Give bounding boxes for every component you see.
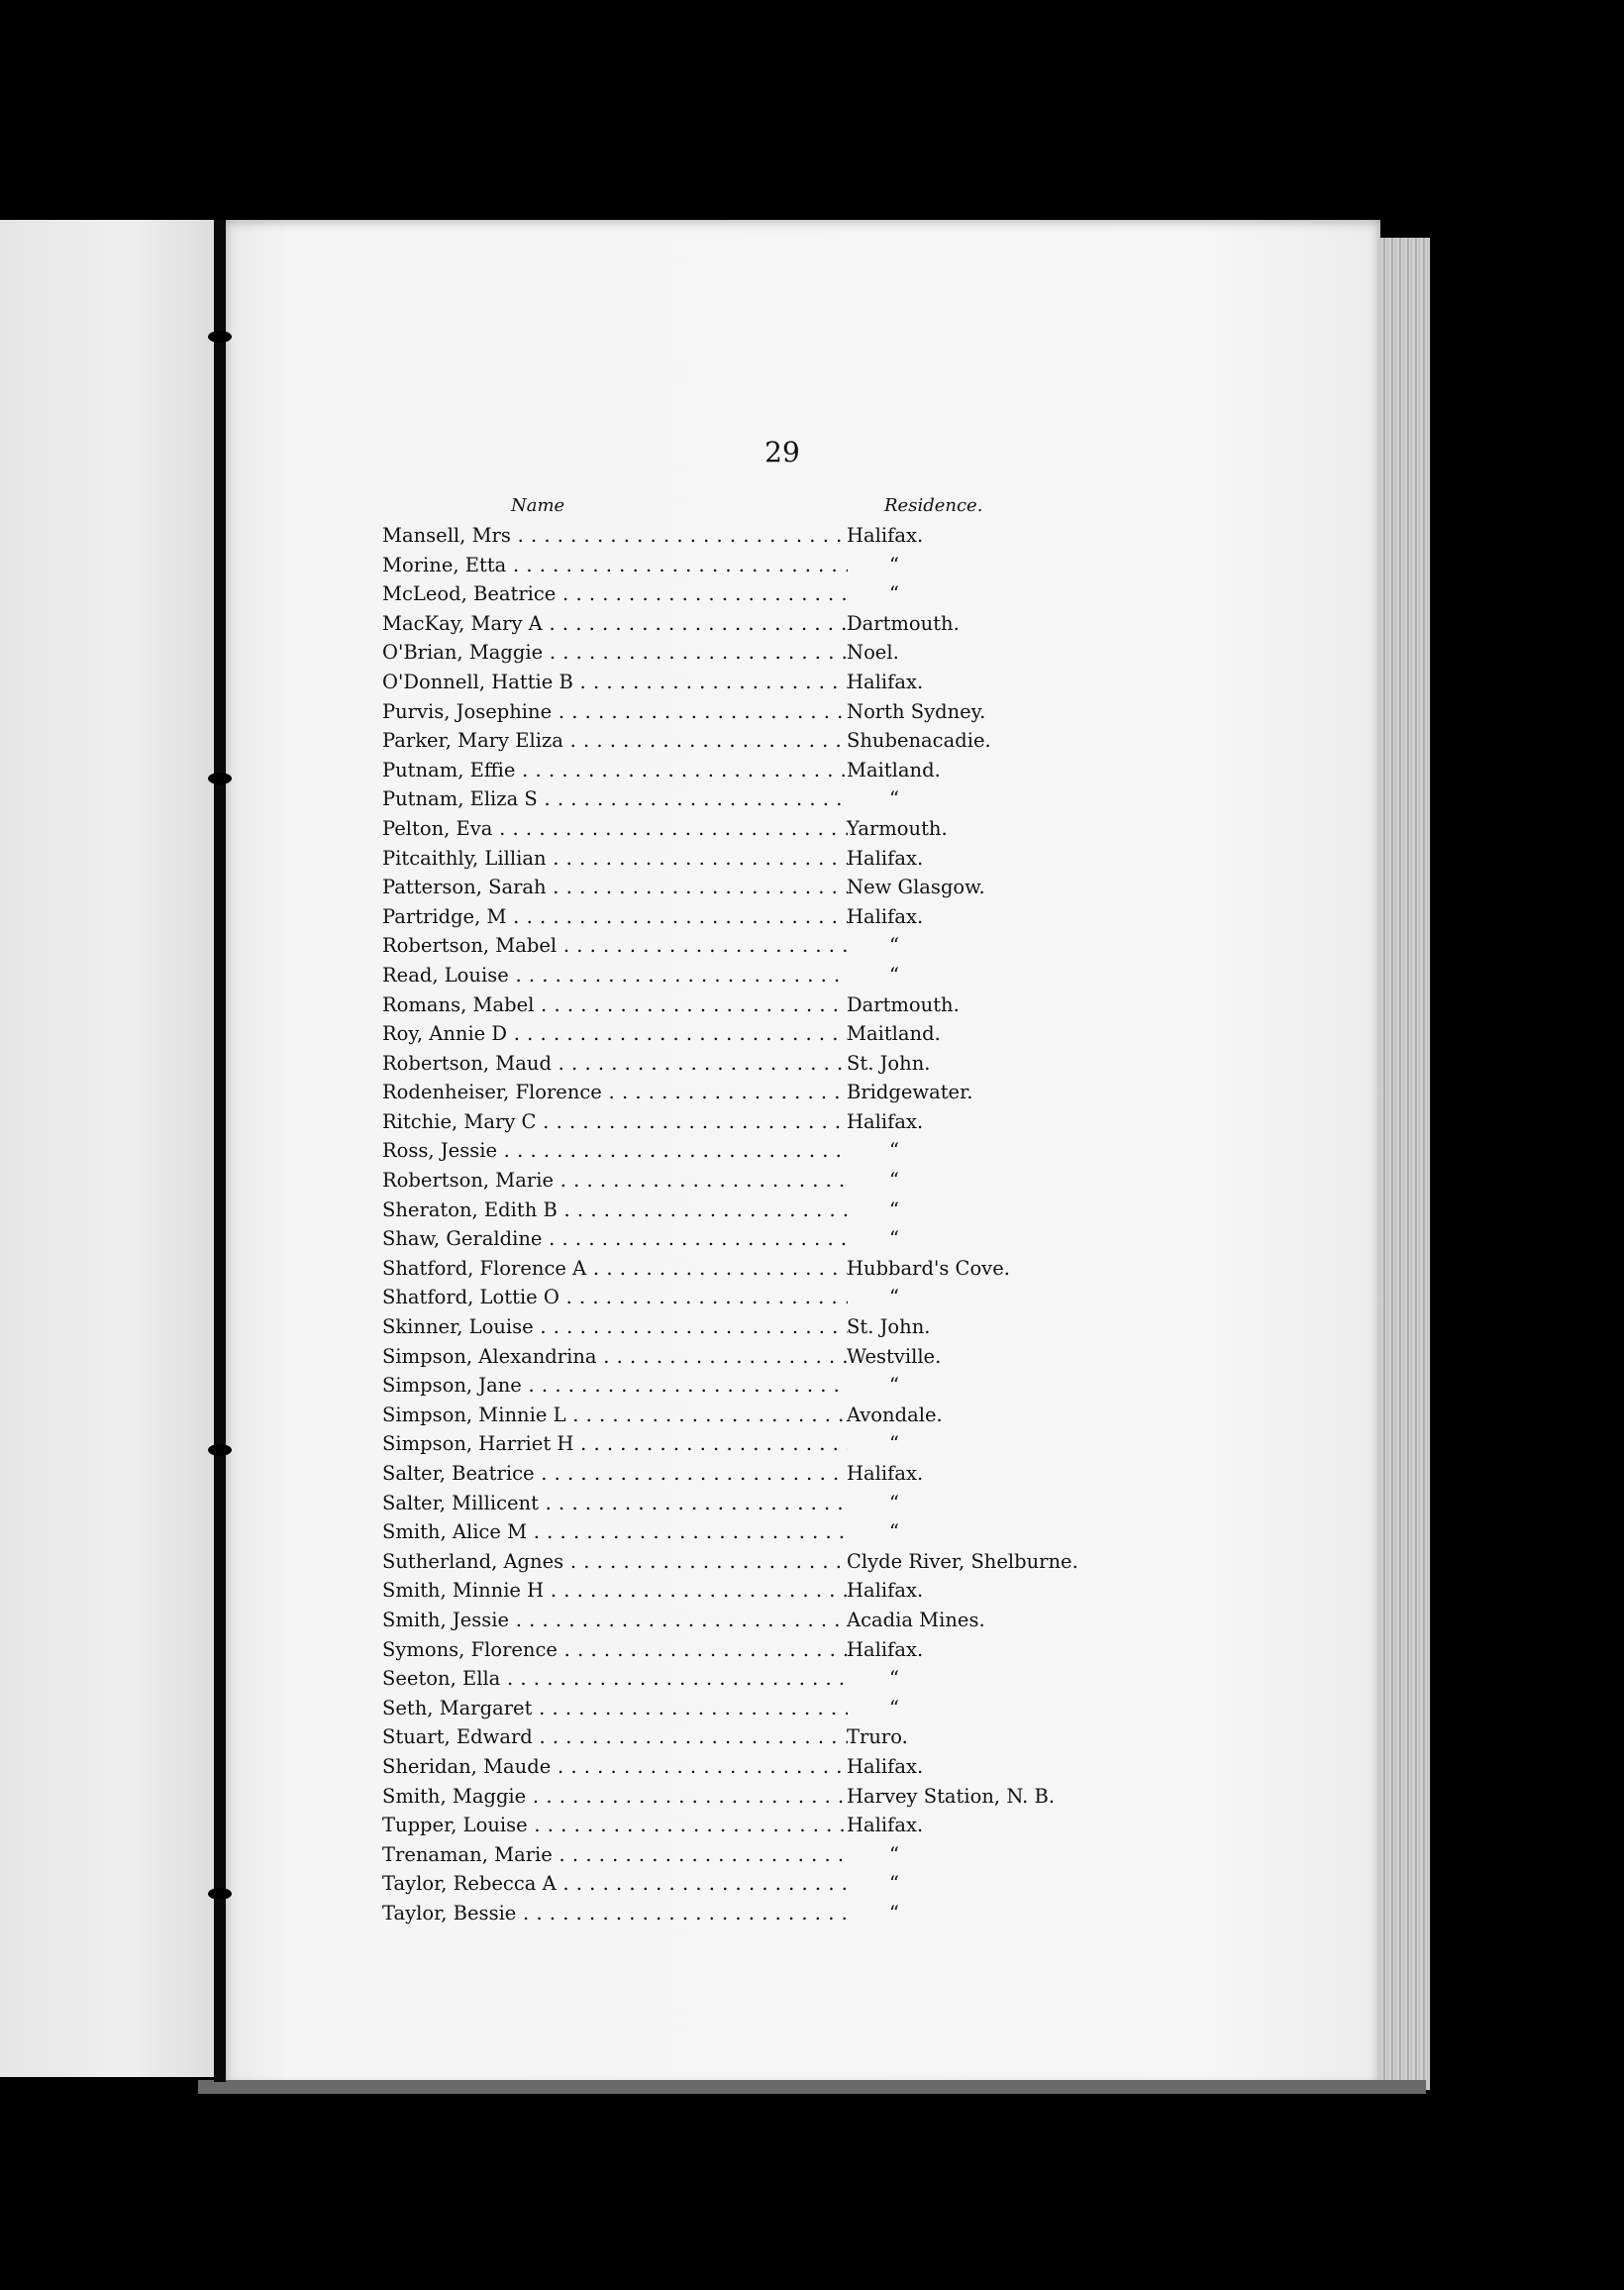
entry-name: Trenaman, Marie . . . xyxy=(382,1840,848,1870)
entry-name: Robertson, Marie . . . xyxy=(382,1166,848,1196)
list-item xyxy=(382,1694,1135,1723)
list-item xyxy=(382,961,1135,990)
entry-name: Seth, Margaret . . . xyxy=(382,1694,848,1723)
entry-name: Tupper, Louise . . . xyxy=(382,1811,848,1840)
list-item xyxy=(382,1107,1135,1137)
list-item xyxy=(382,1196,1135,1225)
entry-name: Smith, Alice M . . . xyxy=(382,1517,848,1547)
entry-residence: Halifax. xyxy=(847,1109,924,1133)
list-item xyxy=(382,1811,1135,1840)
entry-residence: Halifax. xyxy=(847,1814,924,1837)
entry-residence: Halifax. xyxy=(847,524,924,547)
list-item xyxy=(382,1312,1135,1342)
column-header-residence: Residence. xyxy=(884,495,983,516)
entry-name: Shatford, Lottie O . . . xyxy=(382,1283,848,1312)
entry-residence: Halifax. xyxy=(847,1637,924,1661)
entry-name: Ross, Jessie . . . xyxy=(382,1136,848,1166)
entry-residence: “ xyxy=(889,1432,899,1456)
list-item xyxy=(382,638,1135,668)
entry-name: Simpson, Jane . . . xyxy=(382,1371,848,1401)
list-item xyxy=(382,1136,1135,1166)
entry-residence: Maitland. xyxy=(847,1022,941,1046)
entry-residence: Maitland. xyxy=(847,758,941,781)
list-item xyxy=(382,1401,1135,1430)
entry-residence: Halifax. xyxy=(847,904,924,928)
entry-name: Taylor, Bessie . . . xyxy=(382,1899,848,1928)
list-item xyxy=(382,1283,1135,1312)
binding-spine xyxy=(214,220,226,2082)
entry-residence: Noel. xyxy=(847,641,899,665)
list-item xyxy=(382,1342,1135,1372)
entry-residence: Halifax. xyxy=(847,1754,924,1778)
entry-name: Rodenheiser, Florence . . . xyxy=(382,1078,848,1107)
entry-residence: Westville. xyxy=(847,1344,942,1368)
list-item xyxy=(382,1869,1135,1899)
entry-name: Stuart, Edward . . . xyxy=(382,1722,848,1752)
entry-name: Sheridan, Maude . . . xyxy=(382,1752,848,1782)
entry-name: Symons, Florence . . . xyxy=(382,1635,848,1665)
entry-name: McLeod, Beatrice . . . xyxy=(382,579,848,609)
entry-residence: “ xyxy=(889,1169,899,1193)
entry-residence: Avondale. xyxy=(847,1403,943,1426)
list-item xyxy=(382,1019,1135,1049)
entry-residence: Shubenacadie. xyxy=(847,729,991,753)
entry-residence: “ xyxy=(889,582,899,606)
entry-residence: “ xyxy=(889,1197,899,1221)
entry-residence: “ xyxy=(889,1901,899,1925)
entry-name: Putnam, Eliza S . . . xyxy=(382,784,848,814)
page-number: 29 xyxy=(764,436,800,468)
entry-residence: “ xyxy=(889,787,899,811)
entry-name: Putnam, Effie . . . xyxy=(382,756,848,785)
entry-residence: “ xyxy=(889,553,899,576)
entry-residence: “ xyxy=(889,934,899,958)
list-item xyxy=(382,579,1135,609)
entry-name: Seeton, Ella . . . xyxy=(382,1664,848,1694)
list-item xyxy=(382,609,1135,639)
entry-residence: Truro. xyxy=(847,1725,908,1749)
list-item xyxy=(382,784,1135,814)
entry-name: O'Donnell, Hattie B . . . xyxy=(382,668,848,697)
entry-residence: North Sydney. xyxy=(847,699,986,723)
entry-residence: “ xyxy=(889,1872,899,1896)
entry-name: Shatford, Florence A . . . xyxy=(382,1254,848,1284)
entry-residence: Halifax. xyxy=(847,1579,924,1603)
list-item xyxy=(382,697,1135,727)
entry-name: Simpson, Harriet H . . . xyxy=(382,1429,848,1459)
list-item xyxy=(382,1840,1135,1870)
entry-name: Sutherland, Agnes . . . xyxy=(382,1547,848,1577)
entry-name: Ritchie, Mary C . . . xyxy=(382,1107,848,1137)
entry-name: Taylor, Rebecca A . . . xyxy=(382,1869,848,1899)
entry-residence: “ xyxy=(889,1286,899,1309)
entry-name: Salter, Beatrice . . . xyxy=(382,1459,848,1489)
entry-residence: Hubbard's Cove. xyxy=(847,1256,1010,1280)
list-item xyxy=(382,814,1135,844)
list-item xyxy=(382,1899,1135,1928)
entry-name: Pitcaithly, Lillian . . . xyxy=(382,844,848,874)
entry-name: MacKay, Mary A . . . xyxy=(382,609,848,639)
entry-name: Salter, Millicent . . . xyxy=(382,1489,848,1518)
list-item xyxy=(382,756,1135,785)
entry-residence: “ xyxy=(889,1696,899,1719)
entry-name: Simpson, Minnie L . . . xyxy=(382,1401,848,1430)
entry-name: Romans, Mabel . . . xyxy=(382,990,848,1020)
entry-name: Mansell, Mrs . . . xyxy=(382,521,848,551)
entry-residence: Yarmouth. xyxy=(847,816,948,840)
entry-residence: Dartmouth. xyxy=(847,611,960,635)
entry-name: Purvis, Josephine . . . xyxy=(382,697,848,727)
entry-residence: “ xyxy=(889,963,899,987)
list-item xyxy=(382,1371,1135,1401)
entry-name: Pelton, Eva . . . xyxy=(382,814,848,844)
left-page-fragment xyxy=(0,220,218,2077)
entry-residence: Halifax. xyxy=(847,1462,924,1485)
entry-name: O'Brian, Maggie . . . xyxy=(382,638,848,668)
column-header-name: Name xyxy=(511,495,565,516)
list-item xyxy=(382,1517,1135,1547)
entry-residence: Dartmouth. xyxy=(847,992,960,1016)
entry-residence: Harvey Station, N. B. xyxy=(847,1784,1056,1808)
entry-residence: “ xyxy=(889,1842,899,1866)
entry-name: Shaw, Geraldine . . . xyxy=(382,1224,848,1254)
binding-stitch xyxy=(208,773,232,784)
entry-residence: “ xyxy=(889,1667,899,1691)
list-item xyxy=(382,902,1135,932)
binding-stitch xyxy=(208,1444,232,1456)
entry-name: Robertson, Mabel . . . xyxy=(382,931,848,961)
entry-residence: Acadia Mines. xyxy=(847,1608,985,1631)
list-item xyxy=(382,1429,1135,1459)
entry-residence: St. John. xyxy=(847,1315,931,1339)
entry-name: Roy, Annie D . . . xyxy=(382,1019,848,1049)
entry-name: Parker, Mary Eliza . . . xyxy=(382,726,848,756)
list-item xyxy=(382,668,1135,697)
list-item xyxy=(382,1722,1135,1752)
entry-name: Patterson, Sarah . . . xyxy=(382,873,848,902)
entry-residence: Bridgewater. xyxy=(847,1081,973,1104)
list-item xyxy=(382,551,1135,580)
page-bottom-edge xyxy=(198,2080,1426,2094)
entry-name: Sheraton, Edith B . . . xyxy=(382,1196,848,1225)
entry-residence: Halifax. xyxy=(847,670,924,693)
list-item xyxy=(382,990,1135,1020)
entry-residence: “ xyxy=(889,1520,899,1544)
entry-name: Smith, Maggie . . . xyxy=(382,1782,848,1812)
list-item xyxy=(382,1664,1135,1694)
list-item xyxy=(382,1078,1135,1107)
entry-residence: “ xyxy=(889,1227,899,1251)
list-item xyxy=(382,1752,1135,1782)
entry-name: Morine, Etta . . . xyxy=(382,551,848,580)
list-item xyxy=(382,1489,1135,1518)
list-item xyxy=(382,873,1135,902)
list-item xyxy=(382,1459,1135,1489)
page-edges xyxy=(1380,238,1430,2090)
entry-residence: Halifax. xyxy=(847,846,924,870)
entry-residence: Clyde River, Shelburne. xyxy=(847,1549,1078,1573)
entry-name: Smith, Minnie H . . . xyxy=(382,1576,848,1606)
entry-residence: “ xyxy=(889,1139,899,1163)
list-item xyxy=(382,521,1135,551)
list-item xyxy=(382,1782,1135,1812)
list-item xyxy=(382,726,1135,756)
entry-residence: St. John. xyxy=(847,1051,931,1075)
entry-name: Skinner, Louise . . . xyxy=(382,1312,848,1342)
entry-name: Partridge, M . . . xyxy=(382,902,848,932)
entry-list xyxy=(382,521,1135,1928)
entry-residence: “ xyxy=(889,1374,899,1398)
list-item xyxy=(382,1224,1135,1254)
list-item xyxy=(382,1049,1135,1079)
entry-residence: New Glasgow. xyxy=(847,876,985,899)
binding-stitch xyxy=(208,331,232,343)
entry-name: Simpson, Alexandrina . . . xyxy=(382,1342,848,1372)
entry-name: Smith, Jessie . . . xyxy=(382,1606,848,1635)
entry-residence: “ xyxy=(889,1491,899,1514)
list-item xyxy=(382,844,1135,874)
binding-stitch xyxy=(208,1888,232,1900)
list-item xyxy=(382,1254,1135,1284)
entry-name: Read, Louise . . . xyxy=(382,961,848,990)
list-item xyxy=(382,1576,1135,1606)
list-item xyxy=(382,1606,1135,1635)
list-item xyxy=(382,1547,1135,1577)
entry-name: Robertson, Maud . . . xyxy=(382,1049,848,1079)
list-item xyxy=(382,1635,1135,1665)
list-item xyxy=(382,1166,1135,1196)
list-item xyxy=(382,931,1135,961)
